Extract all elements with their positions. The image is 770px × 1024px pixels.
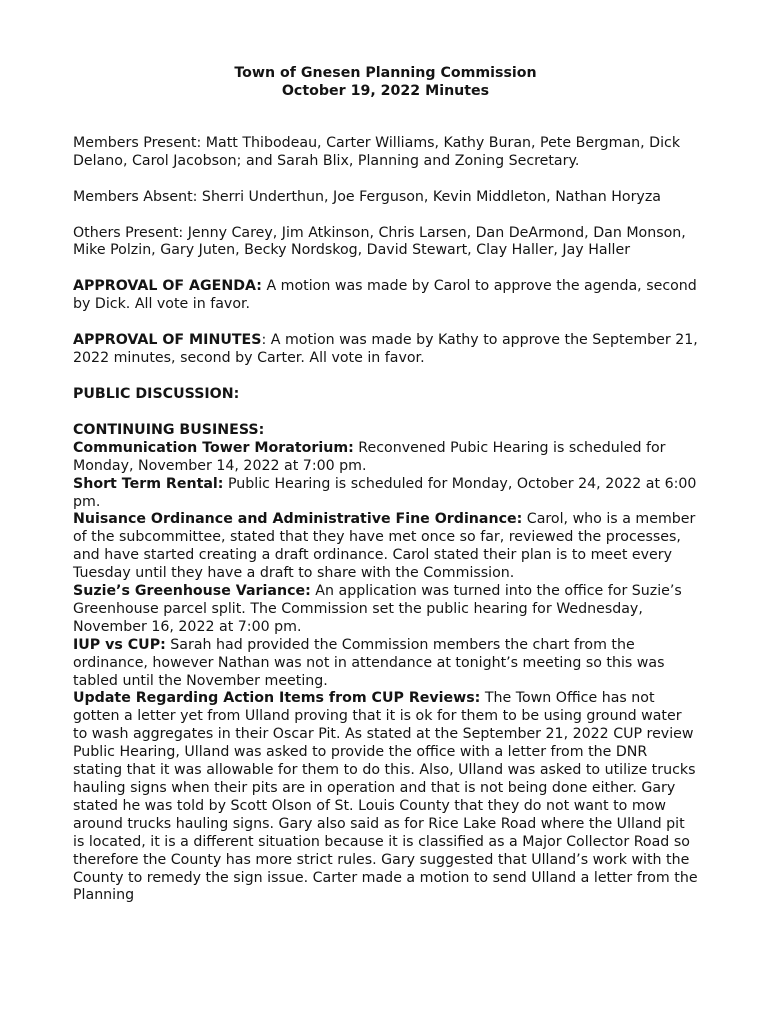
continuing-business-heading: CONTINUING BUSINESS: — [73, 421, 265, 438]
agenda-item-text: An application was turned into the office for Suzie’s Greenhouse parcel split. The Commission set the public hearing for Wednesday, November 16, 2022 at 7:00 pm. — [73, 583, 682, 635]
agenda-item-communication-tower — [73, 440, 698, 476]
agenda-item-heading: Update Regarding Action Items from CUP Reviews: — [73, 690, 481, 707]
approval-of-minutes — [73, 332, 698, 368]
agenda-item-short-term-rental — [73, 476, 698, 512]
agenda-item-text: Public Hearing is scheduled for Monday, October 24, 2022 at 6:00 pm. — [73, 475, 697, 510]
members-present: Members Present: Matt Thibodeau, Carter Williams, Kathy Buran, Pete Bergman, Dick Delano, Carol Jacobson; and Sarah Blix, Planning and Zoning Secretary. — [73, 134, 681, 169]
approval-of-agenda-heading: APPROVAL OF AGENDA: — [73, 278, 262, 295]
members-absent: Members Absent: Sherri Underthun, Joe Ferguson, Kevin Middleton, Nathan Horyza — [73, 188, 661, 205]
agenda-item-heading: Nuisance Ordinance and Administrative Fine Ordinance: — [73, 511, 523, 528]
agenda-item-text: Sarah had provided the Commission members the chart from the ordinance, however Nathan was not in attendance at tonight’s meeting so this was tabled until the November meeting. — [73, 636, 665, 689]
agenda-item-text: The Town Office has not gotten a letter yet from Ulland proving that it is ok for them to be using ground water to wash aggregates in their Oscar Pit. As stated at the September 21, 2022 CUP review Public Hearing, Ulland was asked to provide the office with a letter from the DNR stating that it was allowable for them to do this. Also, Ulland was asked to utilize trucks hauling signs when their pits are in operation and that is not being done either. Gary stated he was told by Scott Olson of St. Louis County that they do not want to mow around trucks hauling signs. Gary also said as for Rice Lake Road where the Ulland pit is located, it is a different situation because it is classified as a Major Collector Road so therefore the County has more strict rules. Gary suggested that Ulland’s work with the County to remedy the sign issue. Carter made a motion to send Ulland a letter from the Planning — [73, 690, 698, 904]
agenda-item-heading: Communication Tower Moratorium: — [73, 439, 354, 456]
agenda-item-suzies-greenhouse — [73, 583, 698, 637]
approval-of-minutes-text: : A motion was made by Kathy to approve the September 21, 2022 minutes, second by Carter. All vote in favor. — [73, 332, 698, 367]
agenda-item-heading: Suzie’s Greenhouse Variance: — [73, 583, 311, 600]
agenda-item-cup-review-update — [73, 690, 698, 905]
document-title: Town of Gnesen Planning Commission — [234, 65, 537, 81]
agenda-item-nuisance-ordinance — [73, 511, 698, 583]
agenda-item-heading: Short Term Rental: — [73, 475, 224, 492]
others-present: Others Present: Jenny Carey, Jim Atkinson, Chris Larsen, Dan DeArmond, Dan Monson, Mike Polzin, Gary Juten, Becky Nordskog, David Stewart, Clay Haller, Jay Haller — [73, 224, 686, 259]
document-date: October 19, 2022 Minutes — [281, 82, 490, 99]
agenda-item-heading: IUP vs CUP: — [73, 636, 166, 653]
agenda-item-text: Carol, who is a member of the subcommittee, stated that they have met once so far, reviewed the processes, and have started creating a draft ordinance. Carol stated their plan is to meet every Tuesday until they have a draft to share with the Commission. — [73, 511, 696, 582]
agenda-item-text: Reconvened Pubic Hearing is scheduled for Monday, November 14, 2022 at 7:00 pm. — [73, 439, 666, 474]
approval-of-agenda-text: A motion was made by Carol to approve the agenda, second by Dick. All vote in favor. — [73, 278, 697, 313]
public-discussion-heading: PUBLIC DISCUSSION: — [73, 385, 240, 402]
approval-of-minutes-heading: APPROVAL OF MINUTES — [73, 332, 262, 349]
minutes-page — [73, 65, 698, 905]
approval-of-agenda — [73, 278, 698, 314]
agenda-item-iup-vs-cup — [73, 637, 698, 691]
